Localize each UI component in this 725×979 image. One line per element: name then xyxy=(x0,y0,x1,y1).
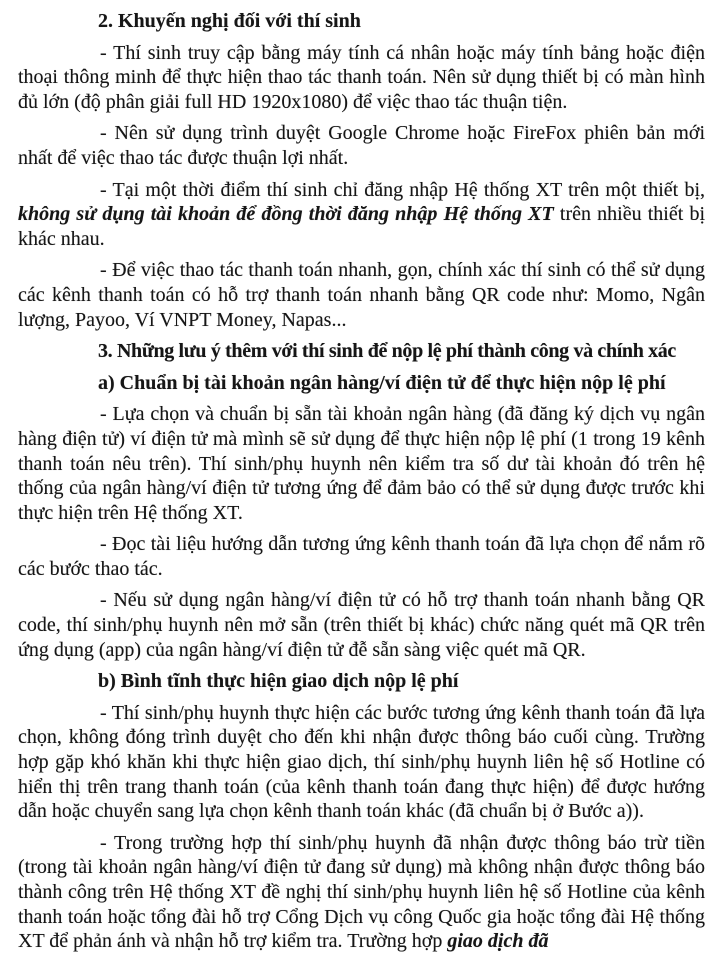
paragraph-single-login xyxy=(18,178,705,252)
paragraph-transaction-steps xyxy=(18,701,705,824)
paragraph-browser xyxy=(18,121,705,170)
text-run: - Nên sử dụng trình duyệt Google Chrome hoặc FireFox phiên bản mới nhất để việc thao tác được thuận lợi nhất. xyxy=(18,122,705,169)
heading-prepare-account xyxy=(18,371,705,396)
paragraph-read-guide xyxy=(18,532,705,581)
text-run: - Tại một thời điểm thí sinh chỉ đăng nhập Hệ thống XT trên một thiết bị, xyxy=(100,178,705,201)
heading-calm-transaction xyxy=(18,669,705,694)
heading-recommendations xyxy=(18,9,705,34)
heading-additional-notes xyxy=(18,339,705,364)
bold-italic-run: giao dịch đã xyxy=(447,930,549,953)
text-run: - Thí sinh truy cập bằng máy tính cá nhân hoặc máy tính bảng hoặc điện thoại thông minh để thực hiện thao tác thanh toán. Nên sử dụng thiết bị có màn hình đủ lớn (độ phân giải full HD 1920x1080) để việc thao tác thuận tiện. xyxy=(18,41,705,113)
paragraph-device xyxy=(18,41,705,115)
paragraph-deducted-money xyxy=(18,831,705,954)
heading-text: a) Chuẩn bị tài khoản ngân hàng/ví điện tử để thực hiện nộp lệ phí xyxy=(98,371,666,394)
text-run: - Trong trường hợp thí sinh/phụ huynh đã nhận được thông báo trừ tiền (trong tài khoản ngân hàng/ví điện tử đang sử dụng) mà không nhận được thông báo thành công trên Hệ thống XT đề nghị thí sinh/phụ huynh liên hệ số Hotline của kênh thanh toán hoặc tổng đài hỗ trợ Cổng Dịch vụ công Quốc gia hoặc tổng đài Hệ thống XT để phản ánh và nhận hỗ trợ kiểm tra. Trường hợp xyxy=(18,831,705,953)
paragraph-prepare-bank-account xyxy=(18,402,705,525)
bold-italic-run: không sử dụng tài khoản để đồng thời đăng nhập Hệ thống XT xyxy=(18,203,554,226)
text-run: - Đọc tài liệu hướng dẫn tương ứng kênh thanh toán đã lựa chọn để nắm rõ các bước thao tác. xyxy=(18,533,705,580)
text-run: - Thí sinh/phụ huynh thực hiện các bước tương ứng kênh thanh toán đã lựa chọn, không đóng trình duyệt cho đến khi nhận được thông báo cuối cùng. Trường hợp gặp khó khăn khi thực hiện giao dịch, thí sinh/phụ huynh liên hệ số Hotline có hiển thị trên trang thanh toán (của kênh thanh toán đang thực hiện) để được hướng dẫn hoặc chuyển sang lựa chọn kênh thanh toán khác (đã chuẩn bị ở Bước a)). xyxy=(18,701,705,823)
heading-text: 3. Những lưu ý thêm với thí sinh để nộp lệ phí thành công và chính xác xyxy=(98,340,676,363)
heading-text: 2. Khuyến nghị đối với thí sinh xyxy=(98,10,361,32)
heading-text: b) Bình tĩnh thực hiện giao dịch nộp lệ phí xyxy=(98,670,459,693)
paragraph-qr-ready xyxy=(18,588,705,662)
text-run: - Lựa chọn và chuẩn bị sẵn tài khoản ngân hàng (đã đăng ký dịch vụ ngân hàng điện tử) ví điện tử mà mình sẽ sử dụng để thực hiện nộp lệ phí (1 trong 19 kênh thanh toán nêu trên). Thí sinh/phụ huynh nên kiểm tra số dư tài khoản đó trên hệ thống của ngân hàng/ví điện tử tương ứng để đảm bảo có thể sử dụng được trước khi thực hiện trên Hệ thống XT. xyxy=(18,403,705,524)
text-run: trên nhiều thiết bị khác nhau. xyxy=(18,203,706,250)
text-run: - Nếu sử dụng ngân hàng/ví điện tử có hỗ trợ thanh toán nhanh bằng QR code, thí sinh/phụ huynh nên mở sẵn (trên thiết bị khác) chức năng quét mã QR trên ứng dụng (app) của ngân hàng/ví điện tử đễ sẵn sàng việc quét mã QR. xyxy=(18,589,705,661)
text-run: - Để việc thao tác thanh toán nhanh, gọn, chính xác thí sinh có thể sử dụng các kênh thanh toán có hỗ trợ thanh toán nhanh bằng QR code như: Momo, Ngân lượng, Payoo, Ví VNPT Money, Napas... xyxy=(18,259,705,331)
paragraph-qr-channels xyxy=(18,258,705,332)
